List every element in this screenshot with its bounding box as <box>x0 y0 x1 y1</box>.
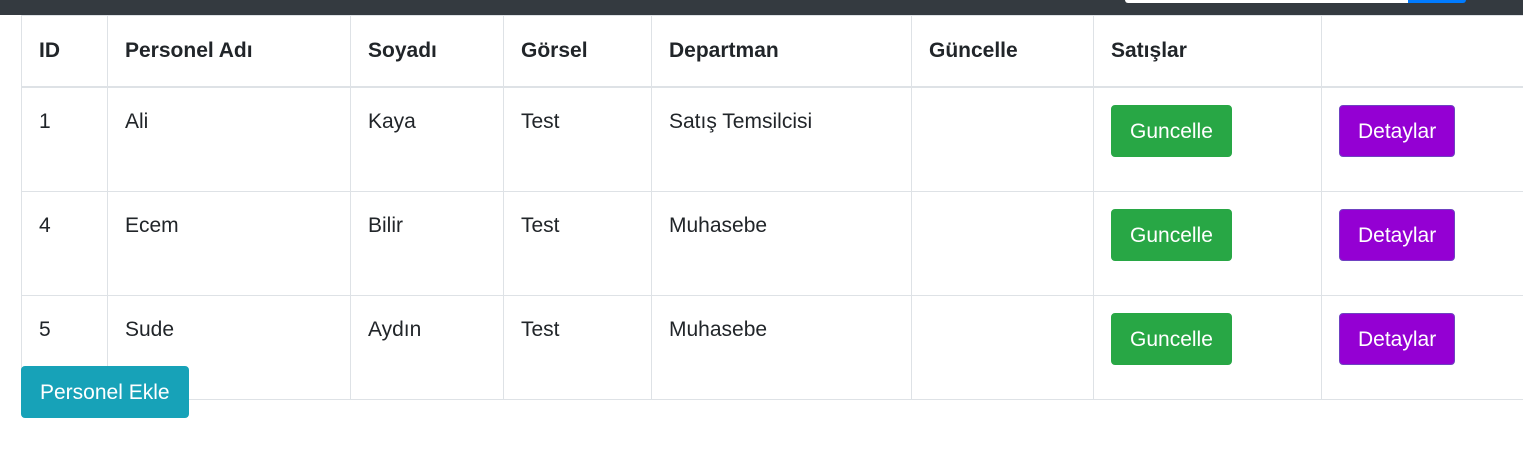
cell-update-empty <box>912 296 1094 400</box>
header-id: ID <box>22 16 108 88</box>
details-button[interactable]: Detaylar <box>1339 209 1455 261</box>
header-update: Güncelle <box>912 16 1094 88</box>
header-actions <box>1322 16 1523 88</box>
header-last-name: Soyadı <box>351 16 504 88</box>
cell-image: Test <box>504 87 652 192</box>
header-sales: Satışlar <box>1094 16 1322 88</box>
update-button[interactable]: Guncelle <box>1111 209 1232 261</box>
cell-last-name: Kaya <box>351 87 504 192</box>
cell-update-empty <box>912 192 1094 296</box>
cell-first-name: Sude <box>108 296 351 400</box>
header-image: Görsel <box>504 16 652 88</box>
cell-update-action <box>1094 192 1322 296</box>
cell-id: 4 <box>22 192 108 296</box>
cell-department: Muhasebe <box>652 192 912 296</box>
table-row <box>22 192 1523 296</box>
cell-update-action <box>1094 296 1322 400</box>
cell-department: Satış Temsilcisi <box>652 87 912 192</box>
cell-details-action <box>1322 87 1523 192</box>
top-navbar <box>0 0 1523 15</box>
table-row <box>22 87 1523 192</box>
table-row <box>22 296 1523 400</box>
header-first-name: Personel Adı <box>108 16 351 88</box>
cell-details-action <box>1322 192 1523 296</box>
details-button[interactable]: Detaylar <box>1339 105 1455 157</box>
update-button[interactable]: Guncelle <box>1111 105 1232 157</box>
cell-first-name: Ali <box>108 87 351 192</box>
search-input[interactable] <box>1125 0 1408 3</box>
cell-image: Test <box>504 192 652 296</box>
details-button[interactable]: Detaylar <box>1339 313 1455 365</box>
search-button[interactable] <box>1408 0 1466 3</box>
cell-id: 5 <box>22 296 108 400</box>
cell-id: 1 <box>22 87 108 192</box>
cell-update-action <box>1094 87 1322 192</box>
cell-first-name: Ecem <box>108 192 351 296</box>
update-button[interactable]: Guncelle <box>1111 313 1232 365</box>
table-header-row <box>22 16 1523 88</box>
cell-department: Muhasebe <box>652 296 912 400</box>
cell-image: Test <box>504 296 652 400</box>
personnel-table-container <box>21 15 1523 400</box>
cell-last-name: Aydın <box>351 296 504 400</box>
header-department: Departman <box>652 16 912 88</box>
cell-last-name: Bilir <box>351 192 504 296</box>
cell-details-action <box>1322 296 1523 400</box>
cell-update-empty <box>912 87 1094 192</box>
personnel-table <box>21 15 1523 400</box>
add-personnel-button[interactable]: Personel Ekle <box>21 366 189 418</box>
